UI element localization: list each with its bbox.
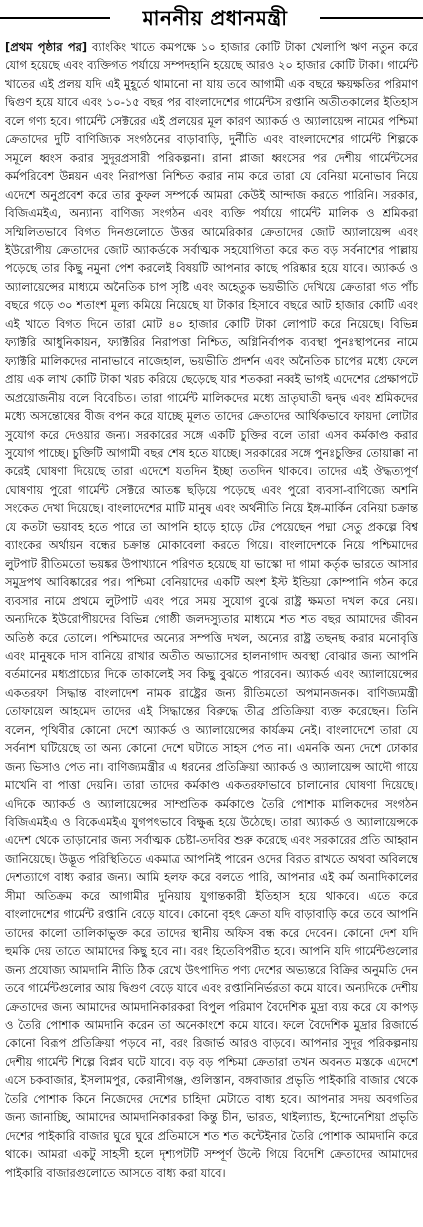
- headline-box: [110, 0, 320, 36]
- headline: মাননীয় প্রধানমন্ত্রী: [142, 6, 288, 30]
- article-text: ব্যাংকিং খাতে কমপক্ষে ১০ হাজার কোটি টাকা খেলাপি ঋণ নতুন করে যোগ হয়েছে এবং ব্যক্তিগত পর্যায়ে সম্পদহানি হয়েছে আরও ২০ হাজার কোটি টাকা। গার্মেন্ট খাতের এই প্রলয় যদি এই মুহূর্তে থামানো না যায় তবে আগামী এক বছরে ক্ষয়ক্ষতির পরিমাণ দ্বিগুণ হয়ে যাবে এবং ১০-১৫ বছর পর বাংলাদেশের গার্মেন্টস রপ্তানি অতীতকালের ইতিহাস বলে গণ্য হবে। গার্মেন্ট সেক্টরের এই প্রলয়ের মূল কারণ অ্যাকর্ড ও অ্যালায়েন্স নামের পশ্চিমা ক্রেতাদের দুটি বাণিজ্যিক সংগঠনের বাড়াবাড়ি, দুর্নীতি এবং বাংলাদেশের গার্মেন্ট শিল্পকে সমূলে ধ্বংস করার সুদূরপ্রসারী পরিকল্পনা। রানা প্লাজা ধ্বংসের পর দেশীয় গার্মেন্টসের কর্মপরিবেশ উন্নয়ন এবং নিরাপত্তা নিশ্চিত করার নাম করে তারা যে বেনিয়া মনোভাব নিয়ে এদেশে অনুপ্রবেশ করে তার কুফল সম্পর্কে আমরা কেউই আন্দাজ করতে পারিনি। সরকার, বিজিএমইএ, অন্যান্য বাণিজ্য সংগঠন এবং ব্যক্তি পর্যায়ে গার্মেন্ট মালিক ও শ্রমিকরা সম্মিলিতভাবে বিগত দিনগুলোতে উত্তর আমেরিকার ক্রেতাদের জোট অ্যালায়েন্স এবং ইউরোপীয় ক্রেতাদের জোট অ্যাকর্ডকে সর্বাত্মক সহযোগিতা করে কত বড় সর্বনাশের পাল্লায় পড়েছে তার কিছু নমুনা পেশ করলেই বিষয়টি আপনার কাছে পরিষ্কার হয়ে যাবে। অ্যাকর্ড ও অ্যালায়েন্সের মাধ্যমে অনৈতিক চাপ সৃষ্টি এবং অহেতুক ভয়ভীতি দেখিয়ে ক্রেতারা গত পাঁচ বছরে গড়ে ৩০ শতাংশ মূল্য কমিয়ে নিয়েছে যা টাকার হিসাবে বছরে আট হাজার কোটি এবং এই খাতে বিগত দিনে তারা মোট ৪০ হাজার কোটি টাকা লোপাট করে নিয়েছে। বিভিন্ন ফ্যাক্টরি আধুনিকায়ন, ফ্যাক্টরির নিরাপত্তা নিশ্চিত, অগ্নিনির্বাপক ব্যবস্থা পুনঃস্থাপনের নামে ফ্যাক্টরি মালিকদের নানাভাবে নাজেহাল, ভয়ভীতি প্রদর্শন এবং অনৈতিক চাপের মধ্যে ফেলে প্রায় এক লাখ কোটি টাকা খরচ করিয়ে ছেড়েছে যার শতকরা নব্বই ভাগই এদেশের প্রেক্ষাপটে অপ্রয়োজনীয় বলে বিবেচিত। তারা গার্মেন্ট মালিকদের মধ্যে ভ্রাতৃঘাতী দ্বন্দ্ব এবং শ্রমিকদের মধ্যে অসন্তোষের বীজ বপন করে যাচ্ছে মূলত তাদের ক্রেতাদের আর্থিকভাবে ফায়দা লোটার সুযোগ করে দেওয়ার জন্য। সরকারের সঙ্গে একটি চুক্তির বলে তারা এসব কর্মকাণ্ড করার সুযোগ পাচ্ছে। চুক্তিটি আগামী বছর শেষ হতে যাচ্ছে। সরকারের সঙ্গে পুনঃচুক্তির তোয়াক্কা না করেই ঘোষণা দিয়েছে তারা এদেশে যতদিন ইচ্ছা ততদিন থাকবে। তাদের এই ঔদ্ধত্যপূর্ণ ঘোষণায় পুরো গার্মেন্ট সেক্টরে আতঙ্ক ছড়িয়ে পড়েছে এবং পুরো ব্যবসা-বাণিজ্যে অশনি সংকেত দেখা দিয়েছে। বাংলাদেশের মাটি মানুষ এবং অর্থনীতি নিয়ে ইঙ্গ-মার্কিন বেনিয়া চক্রান্ত যে কতটা ভয়াবহ হতে পারে তা আপনি হাড়ে হাড়ে টের পেয়েছেন পদ্মা সেতু প্রকল্পে বিশ্ব ব্যাংকের অর্থায়ন বন্ধের চক্রান্ত মোকাবেলা করতে গিয়ে। বাংলাদেশকে নিয়ে পশ্চিমাদের লুটপাট রীতিমতো ভয়ঙ্কর উপাখ্যানে পরিণত হয়েছে যা ভাস্কো দা গামা কর্তৃক ভারতে আসার সমুদ্রপথ আবিষ্কারের পর। পশ্চিমা বেনিয়াদের একটি অংশ ইস্ট ইন্ডিয়া কোম্পানি গঠন করে ব্যবসার নামে প্রথমে লুটপাট এবং পরে সময় সুযোগ বুঝে রাষ্ট্র ক্ষমতা দখল করে নেয়। অন্যদিকে ইউরোপীয়দের বিভিন্ন গোষ্ঠী জলদস্যুতার মাধ্যমে শত শত বছর আমাদের জীবন অতিষ্ঠ করে তোলে। পশ্চিমাদের অন্যের সম্পত্তি দখল, অন্যের রাষ্ট্র তছনছ করার মনোবৃত্তি এবং মানুষকে দাস বানিয়ে রাখার অতীত অভ্যাসের হালনাগাদ অবস্থা বোঝার জন্য আপনি বর্তমানের মধ্যপ্রাচ্যের দিকে তাকালেই সব কিছু বুঝতে পারবেন। অ্যাকর্ড এবং অ্যালায়েন্সের একতরফা সিদ্ধান্ত বাংলাদেশ নামক রাষ্ট্রের জন্য রীতিমতো অপমানজনক। বাণিজ্যমন্ত্রী তোফায়েল আহমেদ তাদের এই সিদ্ধান্তের বিরুদ্ধে তীব্র প্রতিক্রিয়া ব্যক্ত করেছেন। তিনি বলেন, পৃথিবীর কোনো দেশে অ্যাকর্ড ও অ্যালায়েন্সের কার্যক্রম নেই। বাংলাদেশে তারা যে সর্বনাশ ঘটিয়েছে তা অন্য কোনো দেশে ঘটাতে সাহস পেত না। এমনকি অন্য দেশে ঢোকার জন্য ভিসাও পেত না। বাণিজ্যমন্ত্রীর এ ধরনের প্রতিক্রিয়া অ্যাকর্ড ও অ্যালায়েন্স আদৌ গায়ে মাখেনি বা পাত্তা দেয়নি। তারা তাদের কর্মকাণ্ড একতরফাভাবে চালানোর ঘোষণা দিয়েছে। এদিকে অ্যাকর্ড ও অ্যালায়েন্সের সাম্প্রতিক কর্মকাণ্ডে তৈরি পোশাক মালিকদের সংগঠন বিজিএমইএ ও বিকেএমইএ যুগপৎভাবে বিক্ষুব্ধ হয়ে উঠেছে। তারা অ্যাকর্ড ও অ্যালায়েন্সকে এদেশ থেকে তাড়ানোর জন্য সর্বাত্মক চেষ্টা-তদবির শুরু করেছে এবং সরকারের প্রতি আহ্বান জানিয়েছে। উদ্ভূত পরিস্থিতিতে একমাত্র আপনিই পারেন ওদের বিরত রাখতে অথবা অবিলম্বে দেশত্যাগে বাধ্য করার জন্য। আমি হলফ করে বলতে পারি, আপনার এই কর্ম অনাদিকালের সীমা অতিক্রম করে আগামীর দুনিয়ায় যুগান্তকারী ইতিহাস হয়ে থাকবে। এতে করে বাংলাদেশের গার্মেন্ট রপ্তানি বেড়ে যাবে। কোনো বৃহৎ ক্রেতা যদি বাড়াবাড়ি করে তবে আপনি তাদের কালো তালিকাভুক্ত করে তাদের স্থানীয় অফিস বন্ধ করে দেবেন। কোনো দেশ যদি হুমকি দেয় তাতে আমাদের কিছু হবে না। বরং হিতেবিপরীত হবে। আপনি যদি গার্মেন্টগুলোর জন্য প্রযোজ্য আমদানি নীতি ঠিক রেখে উৎপাদিত পণ্য দেশের অভ্যন্তরে বিক্রির অনুমতি দেন তবে গার্মেন্টগুলোর আয় দ্বিগুণ বেড়ে যাবে এবং রপ্তানিনির্ভরতা কমে যাবে। অন্যদিকে দেশীয় ক্রেতাদের জন্য আমাদের আমদানিকারকরা বিপুল পরিমাণ বৈদেশিক মুদ্রা ব্যয় করে যে কাপড় ও তৈরি পোশাক আমদানি করেন তা অনেকাংশে কমে যাবে। ফলে বৈদেশিক মুদ্রার রিজার্ভে কোনো বিরূপ প্রতিক্রিয়া পড়বে না, বরং রিজার্ভ আরও বাড়বে। আপনার সুদূর পরিকল্পনায় দেশীয় গার্মেন্ট শিল্পে বিপ্লব ঘটে যাবে। বড় বড় পশ্চিমা ক্রেতারা তখন অবনত মস্তকে এদেশে এসে চকবাজার, ইসলামপুর, কেরানীগঞ্জ, গুলিস্তান, বঙ্গবাজার প্রভৃতি পাইকারি বাজার থেকে তৈরি পোশাক কিনে নিজেদের দেশের চাহিদা মেটাতে বাধ্য হবে। আপনার সদয় অবগতির জন্য জানাচ্ছি, আমাদের আমদানিকারকরা কিন্তু চীন, ভারত, থাইল্যান্ড, ইন্দোনেশিয়া প্রভৃতি দেশের পাইকারি বাজার ঘুরে ঘুরে প্রতিমাসে শত শত কন্টেইনার তৈরি পোশাক আমদানি করে থাকে। আমরা একটু সাহসী হলে দৃশ্যপটটি সম্পূর্ণ উল্টে গিয়ে বিদেশি ক্রেতাদের আমাদের পাইকারি বাজারগুলোতে আসতে বাধ্য করা যাবে।: [5, 40, 418, 1180]
- article-body: [5, 38, 418, 1224]
- continuation-label: [প্রথম পৃষ্ঠার পর]: [5, 40, 88, 54]
- article-paragraph: [5, 38, 418, 1182]
